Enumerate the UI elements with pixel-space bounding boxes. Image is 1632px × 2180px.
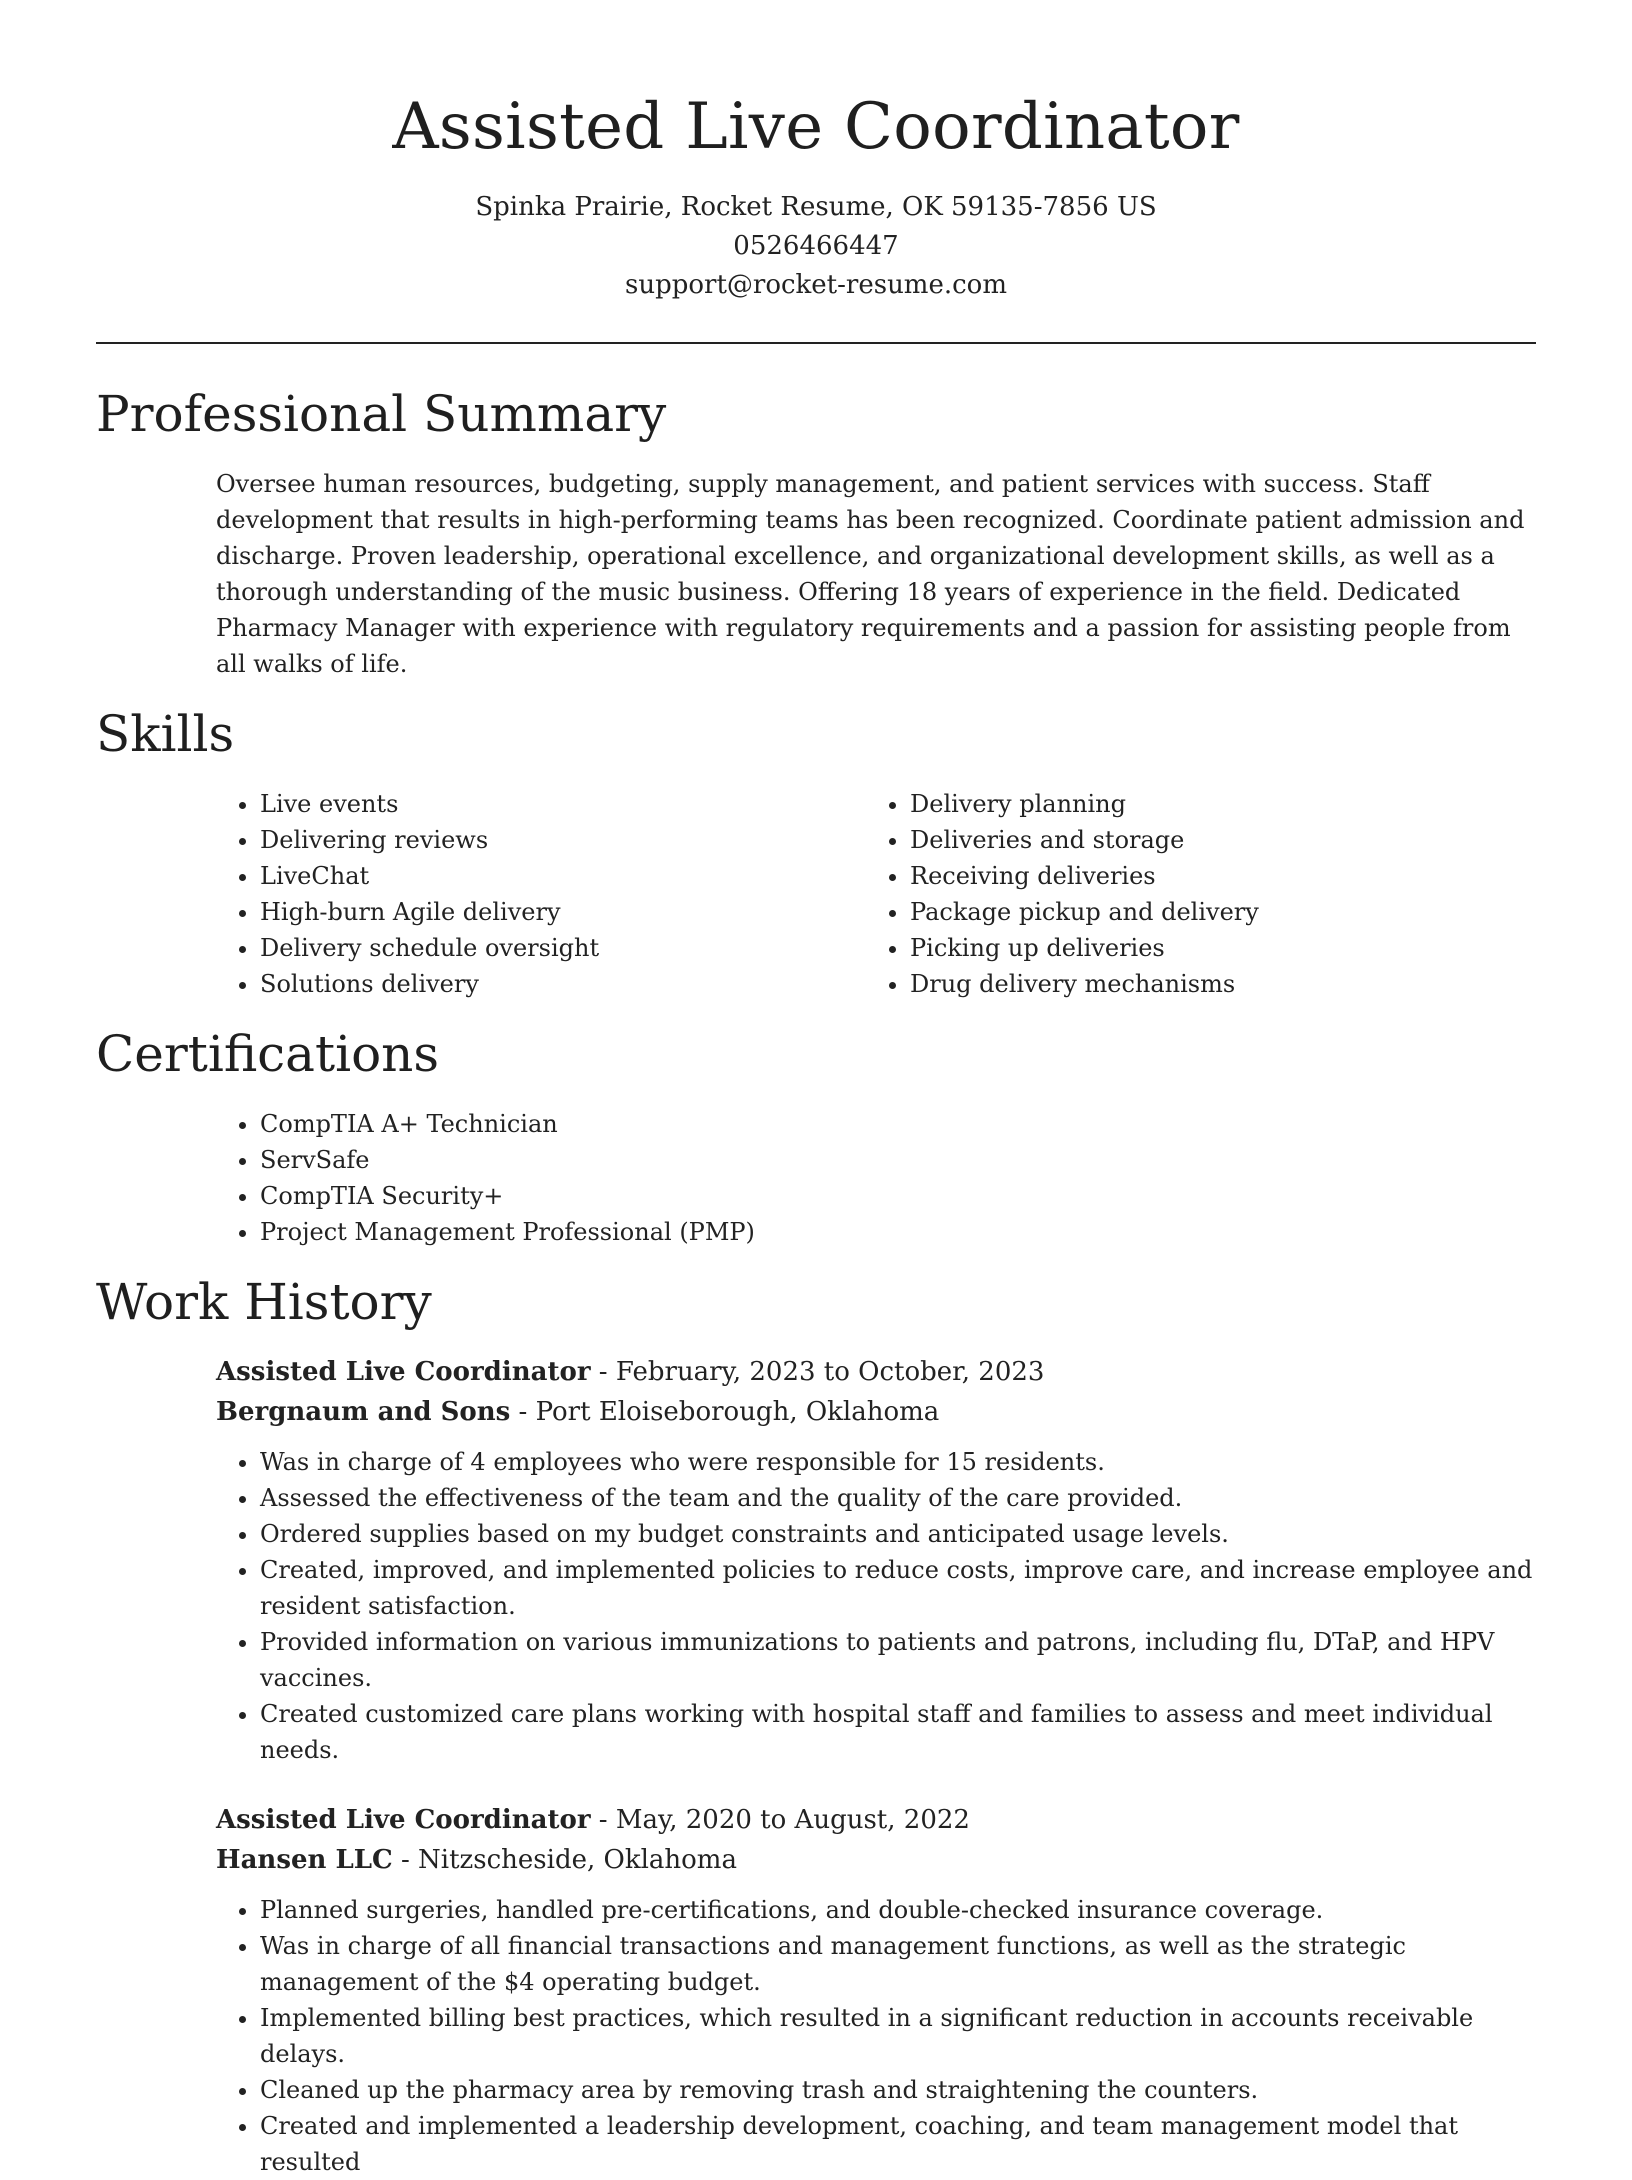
job-entry — [216, 1352, 1536, 1768]
address: Spinka Prairie, Rocket Resume, OK 59135-7856 US — [475, 192, 1157, 222]
job-dates: - May, 2020 to August, 2022 — [590, 1805, 970, 1835]
certification-item: • ServSafe — [260, 1142, 1536, 1178]
job-dates: - February, 2023 to October, 2023 — [590, 1357, 1045, 1387]
skills-column-left — [216, 786, 866, 1002]
certification-item: • CompTIA Security+ — [260, 1178, 1536, 1214]
job-duty: • Was in charge of 4 employees who were responsible for 15 residents. — [260, 1444, 1536, 1480]
section-title-certifications: Certifications — [96, 1025, 440, 1083]
certification-item: • Project Management Professional (PMP) — [260, 1214, 1536, 1250]
job-duty: • Cleaned up the pharmacy area by removing trash and straightening the counters. — [260, 2072, 1536, 2108]
skill-item: • High-burn Agile delivery — [260, 894, 866, 930]
company-name: Bergnaum and Sons — [216, 1397, 511, 1427]
job-duty: • Provided information on various immunizations to patients and patrons, including flu, DTaP, and HPV vaccines. — [260, 1624, 1536, 1696]
job-duty: • Assessed the effectiveness of the team and the quality of the care provided. — [260, 1480, 1536, 1516]
job-location: - Nitzscheside, Oklahoma — [392, 1845, 737, 1875]
summary-text: Oversee human resources, budgeting, supply management, and patient services with success. Staff development that results in high-performing teams has been recognized. Coordinate patient admission and discharge. Proven leadership, operational excellence, and organizational development skills, as well as a thorough understanding of the music business. Offering 18 years of experience in the field. Dedicated Pharmacy Manager with experience with regulatory requirements and a passion for assisting people from all walks of life. — [216, 470, 1525, 678]
skill-item: • Delivering reviews — [260, 822, 866, 858]
job-duty: • Created, improved, and implemented policies to reduce costs, improve care, and increase employee and resident satisfaction. — [260, 1552, 1536, 1624]
job-location: - Port Eloiseborough, Oklahoma — [510, 1397, 940, 1427]
job-duty: • Created and implemented a leadership development, coaching, and team management model that resulted — [260, 2108, 1536, 2180]
skill-item: • Drug delivery mechanisms — [910, 966, 1516, 1002]
skill-item: • Delivery planning — [910, 786, 1516, 822]
skill-item: • Live events — [260, 786, 866, 822]
skills-column-right — [866, 786, 1516, 1002]
skill-item: • Receiving deliveries — [910, 858, 1516, 894]
job-heading — [216, 1800, 1536, 1840]
skill-item: • Picking up deliveries — [910, 930, 1516, 966]
header-divider — [96, 342, 1536, 344]
email: support@rocket-resume.com — [624, 270, 1007, 300]
skill-item: • Package pickup and delivery — [910, 894, 1516, 930]
job-employer — [216, 1392, 1536, 1432]
job-duty: • Ordered supplies based on my budget constraints and anticipated usage levels. — [260, 1516, 1536, 1552]
company-name: Hansen LLC — [216, 1845, 393, 1875]
certification-item: • CompTIA A+ Technician — [260, 1106, 1536, 1142]
phone: 0526466447 — [733, 231, 899, 261]
job-duties-list — [216, 1444, 1536, 1768]
skills-grid — [216, 786, 1536, 1002]
certifications-list — [216, 1106, 1536, 1250]
section-title-skills: Skills — [96, 705, 235, 763]
job-duty: • Planned surgeries, handled pre-certifications, and double-checked insurance coverage. — [260, 1892, 1536, 1928]
skill-item: • LiveChat — [260, 858, 866, 894]
skill-item: • Deliveries and storage — [910, 822, 1516, 858]
skill-item: • Delivery schedule oversight — [260, 930, 866, 966]
job-heading — [216, 1352, 1536, 1392]
job-duties-list — [216, 1892, 1536, 2180]
contact-info — [96, 188, 1536, 305]
job-entry — [216, 1800, 1536, 2180]
job-title: Assisted Live Coordinator — [216, 1805, 591, 1835]
resume-header — [96, 0, 1536, 305]
job-duty: • Implemented billing best practices, which resulted in a significant reduction in accounts receivable delays. — [260, 2000, 1536, 2072]
job-duty: • Created customized care plans working with hospital staff and families to assess and meet individual needs. — [260, 1696, 1536, 1768]
section-title-summary: Professional Summary — [96, 385, 667, 443]
skill-item: • Solutions delivery — [260, 966, 866, 1002]
job-duty: • Was in charge of all financial transactions and management functions, as well as the strategic management of the $4 operating budget. — [260, 1928, 1536, 2000]
candidate-name: Assisted Live Coordinator — [392, 90, 1240, 164]
job-title: Assisted Live Coordinator — [216, 1357, 591, 1387]
section-title-work-history: Work History — [96, 1273, 432, 1331]
certifications-block — [216, 1106, 1536, 1250]
job-employer — [216, 1840, 1536, 1880]
skills-list-left — [216, 786, 866, 1002]
skills-list-right — [866, 786, 1516, 1002]
